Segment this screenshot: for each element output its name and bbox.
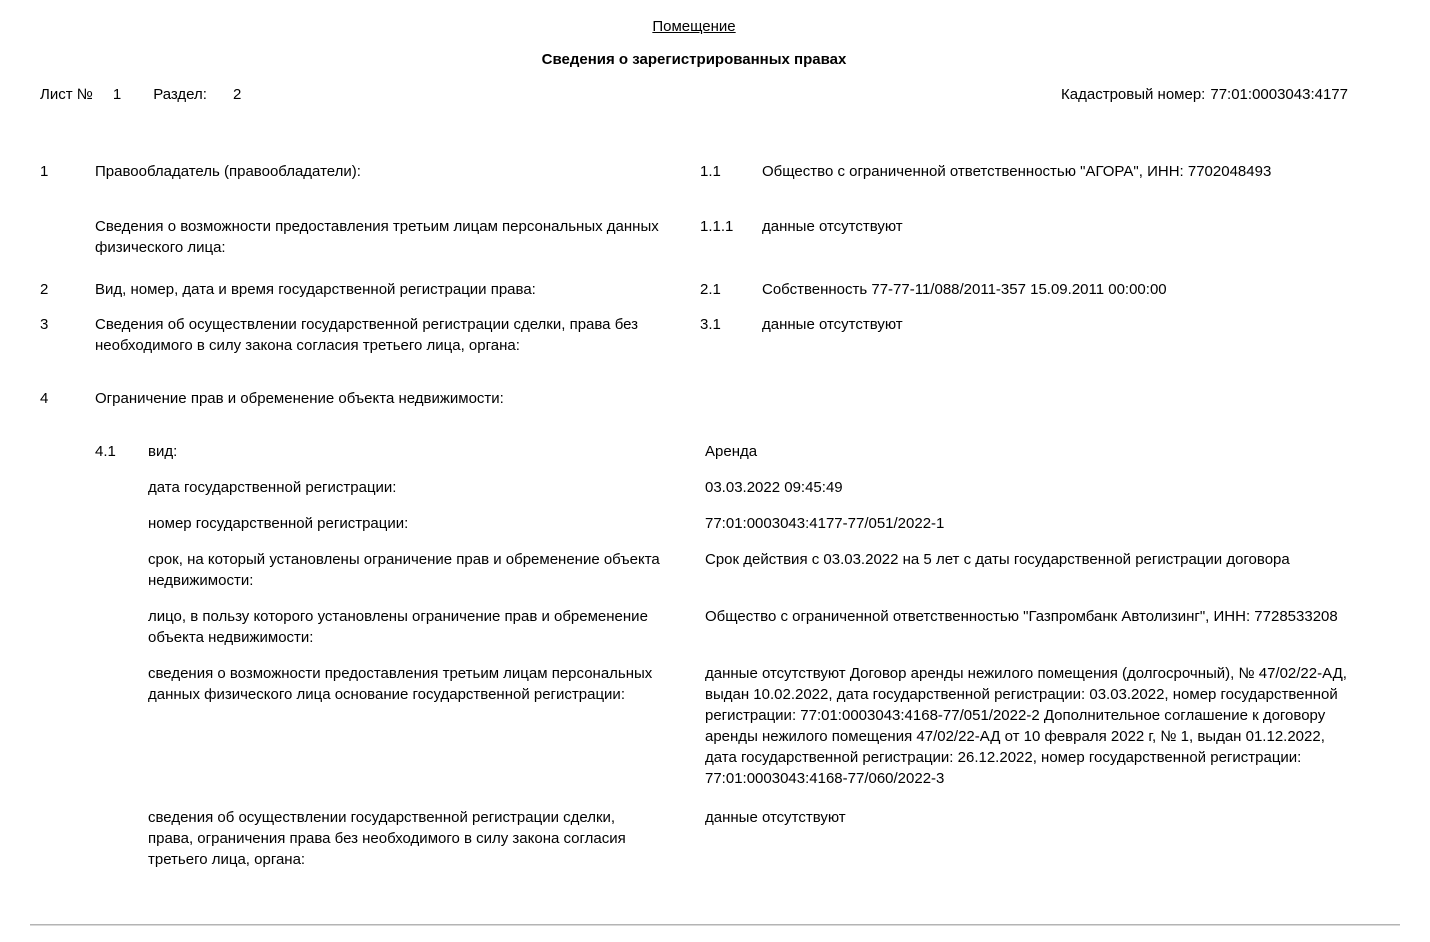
- sheet-section-info: [40, 84, 241, 105]
- cadastral-info: [1061, 84, 1348, 105]
- row-number: 2: [40, 281, 49, 298]
- subrow-label: вид:: [148, 443, 178, 460]
- subrow-value: Срок действия с 03.03.2022 на 5 лет с даты государственной регистрации договора: [705, 551, 1290, 568]
- row-value-number: 1.1.1: [700, 218, 734, 235]
- row-label: Ограничение прав и обременение объекта недвижимости:: [95, 390, 504, 407]
- table-row: [40, 216, 1348, 258]
- row-value: Общество с ограниченной ответственностью "АГОРА", ИНН: 7702048493: [762, 163, 1272, 180]
- table-row: [40, 279, 1348, 300]
- subrow-value: 77:01:0003043:4177-77/051/2022-1: [705, 515, 945, 532]
- subrow-number: 4.1: [95, 443, 116, 460]
- subrow-label: срок, на который установлены ограничение прав и обременение объекта недвижимости:: [148, 551, 660, 589]
- row-label: Сведения о возможности предоставления третьим лицам персональных данных физического лица:: [95, 218, 659, 256]
- row-number: 1: [40, 163, 49, 180]
- table-subrow: [40, 441, 1348, 462]
- subrow-value: данные отсутствуют Договор аренды нежилого помещения (долгосрочный), № 47/02/22-АД, выдан 10.02.2022, дата государственной регистрации: 03.03.2022, номер государственной регистрации: 77:01:0003043:4168-77/051/2022-2 Дополнительное соглашение к договору аренды нежилого помещения 47/02/22-АД от 10 февраля 2022 г, № 1, выдан 01.12.2022, дата государственной регистрации: 26.12.2022, номер государственной регистрации: 77:01:0003043:4168-77/060/2022-3: [705, 665, 1347, 787]
- row-label: Вид, номер, дата и время государственной регистрации права:: [95, 281, 536, 298]
- table-row: [40, 314, 1348, 356]
- table-subrow: [40, 663, 1348, 789]
- subrow-value: 03.03.2022 09:45:49: [705, 479, 843, 496]
- sheet-label: Лист №: [40, 86, 93, 103]
- page-title: Помещение: [652, 18, 736, 35]
- row-value: Собственность 77-77-11/088/2011-357 15.09.2011 00:00:00: [762, 281, 1167, 298]
- table-subrow: [40, 549, 1348, 591]
- row-number: 4: [40, 390, 49, 407]
- row-label: Сведения об осуществлении государственной регистрации сделки, права без необходимого в силу закона согласия третьего лица, органа:: [95, 316, 639, 354]
- table-subrow: [40, 807, 1348, 870]
- razdel-label: Раздел:: [153, 86, 207, 103]
- table-row: [40, 388, 1348, 409]
- sheet-number: 1: [112, 86, 122, 103]
- row-value-number: 1.1: [700, 163, 721, 180]
- rights-table: [40, 161, 1348, 870]
- subrow-value: Аренда: [705, 443, 758, 460]
- section-heading: Сведения о зарегистрированных правах: [541, 51, 847, 68]
- row-label: Правообладатель (правообладатели):: [95, 163, 361, 180]
- row-number: 3: [40, 316, 49, 333]
- row-value-number: 2.1: [700, 281, 721, 298]
- table-subrow: [40, 513, 1348, 534]
- subrow-label: сведения о возможности предоставления третьим лицам персональных данных физического лица основание государственной регистрации:: [148, 665, 653, 703]
- cadastral-number: 77:01:0003043:4177: [1210, 86, 1348, 103]
- subrow-label: лицо, в пользу которого установлены ограничение прав и обременение объекта недвижимости:: [148, 608, 648, 646]
- sheet-info-row: [40, 84, 1348, 105]
- subrow-label: номер государственной регистрации:: [148, 515, 409, 532]
- row-value-number: 3.1: [700, 316, 721, 333]
- table-subrow: [40, 606, 1348, 648]
- subrow-value: данные отсутствуют: [705, 809, 846, 826]
- subrow-label: сведения об осуществлении государственной регистрации сделки, права, ограничения права без необходимого в силу закона согласия третьего лица, органа:: [148, 809, 626, 868]
- razdel-number: 2: [232, 86, 242, 103]
- page-bottom-divider: [30, 924, 1400, 926]
- subrow-label: дата государственной регистрации:: [148, 479, 397, 496]
- subrow-value: Общество с ограниченной ответственностью "Газпромбанк Автолизинг", ИНН: 7728533208: [705, 608, 1338, 625]
- row-value: данные отсутствуют: [762, 218, 903, 235]
- row-value: данные отсутствуют: [762, 316, 903, 333]
- cadastral-label: Кадастровый номер:: [1061, 86, 1206, 103]
- table-subrow: [40, 477, 1348, 498]
- table-row: [40, 161, 1348, 182]
